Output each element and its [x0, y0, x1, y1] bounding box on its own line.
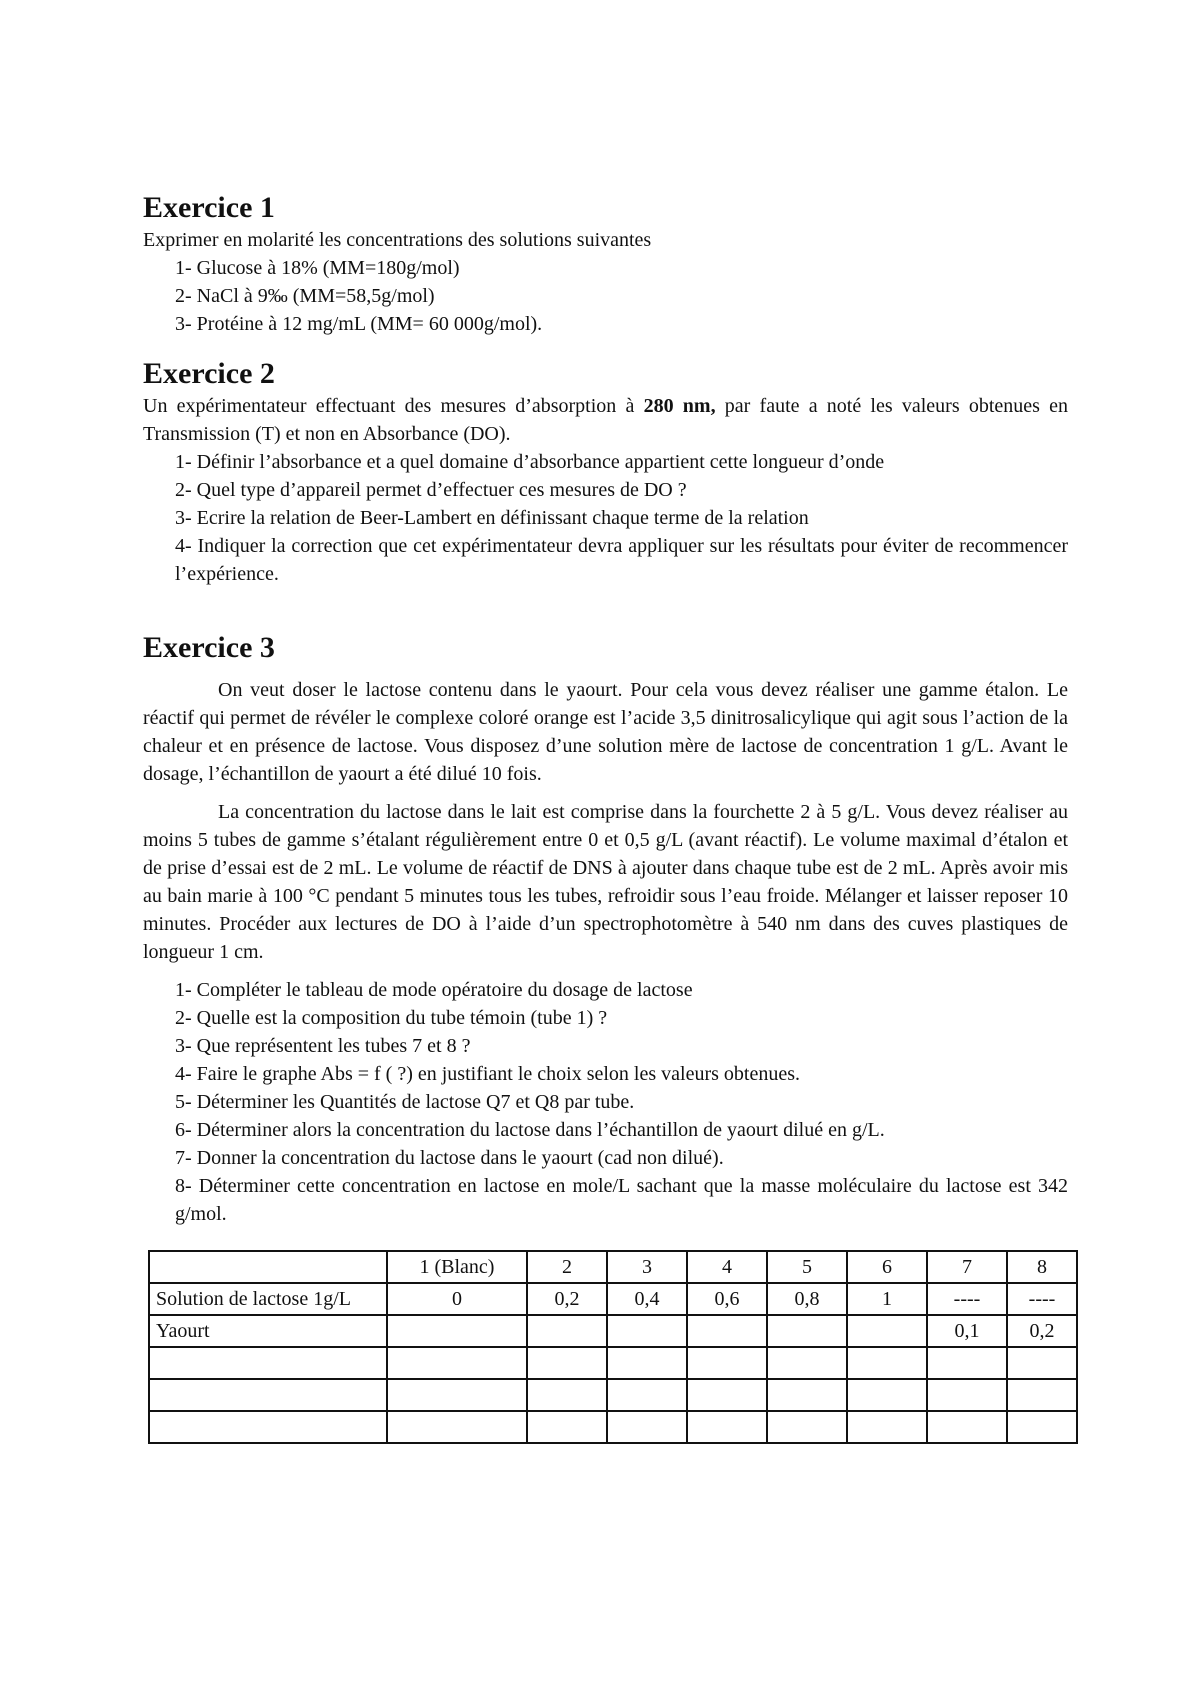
document-content — [143, 190, 1068, 1444]
exercise-2 — [143, 356, 1068, 588]
table-row-label — [149, 1411, 387, 1443]
exercise-3-title: Exercice 3 — [143, 631, 275, 664]
table-cell: 0,1 — [927, 1315, 1007, 1347]
table-header-cell: 4 — [687, 1251, 767, 1283]
table-cell — [1007, 1347, 1077, 1379]
table-cell: 1 — [847, 1283, 927, 1315]
exercise-1-item: 1- Glucose à 18% (MM=180g/mol) — [175, 257, 460, 279]
table-cell: 0,2 — [1007, 1315, 1077, 1347]
table-cell — [927, 1347, 1007, 1379]
table-header-cell: 6 — [847, 1251, 927, 1283]
table-cell — [527, 1411, 607, 1443]
exercise-1 — [143, 190, 1068, 338]
exercise-3-item: 2- Quelle est la composition du tube témoin (tube 1) ? — [175, 1007, 608, 1029]
table-cell — [767, 1379, 847, 1411]
table-cell: ---- — [927, 1283, 1007, 1315]
table-cell — [767, 1411, 847, 1443]
table-row-label — [149, 1347, 387, 1379]
exercise-1-title: Exercice 1 — [143, 191, 275, 224]
table-cell — [847, 1315, 927, 1347]
table-row — [149, 1347, 1077, 1379]
table-row — [149, 1411, 1077, 1443]
exercise-2-item: 1- Définir l’absorbance et a quel domaine d’absorbance appartient cette longueur d’onde — [175, 451, 885, 473]
exercise-3-item: 6- Déterminer alors la concentration du lactose dans l’échantillon de yaourt dilué en g/L. — [175, 1119, 885, 1141]
table-cell — [527, 1315, 607, 1347]
operating-mode-table — [148, 1250, 1078, 1444]
table-cell — [607, 1347, 687, 1379]
table-cell — [687, 1411, 767, 1443]
table-header-cell — [149, 1251, 387, 1283]
exercise-2-intro — [143, 392, 1068, 448]
table-cell — [847, 1379, 927, 1411]
table-row-label: Yaourt — [149, 1315, 387, 1347]
table-cell — [767, 1315, 847, 1347]
table-cell — [527, 1347, 607, 1379]
table-cell — [687, 1347, 767, 1379]
table-cell — [527, 1379, 607, 1411]
table-header-cell: 1 (Blanc) — [387, 1251, 527, 1283]
table-row-label: Solution de lactose 1g/L — [149, 1283, 387, 1315]
table-cell — [927, 1379, 1007, 1411]
table-cell — [767, 1347, 847, 1379]
table-cell — [387, 1379, 527, 1411]
exercise-1-item: 2- NaCl à 9‰ (MM=58,5g/mol) — [175, 285, 435, 307]
table-header-cell: 7 — [927, 1251, 1007, 1283]
table-cell: 0,6 — [687, 1283, 767, 1315]
exercise-2-wavelength: 280 nm, — [643, 395, 716, 417]
table-row — [149, 1379, 1077, 1411]
exercise-3-item: 4- Faire le graphe Abs = f ( ?) en justifiant le choix selon les valeurs obtenues. — [175, 1063, 800, 1085]
table-header-cell: 2 — [527, 1251, 607, 1283]
table-cell — [387, 1315, 527, 1347]
exercise-3-item: 1- Compléter le tableau de mode opératoire du dosage de lactose — [175, 979, 693, 1001]
table-header-row — [149, 1251, 1077, 1283]
table-cell — [607, 1379, 687, 1411]
table-cell — [1007, 1411, 1077, 1443]
table-cell — [387, 1411, 527, 1443]
table-cell — [687, 1315, 767, 1347]
exercise-2-intro-part-a: Un expérimentateur effectuant des mesures d’absorption à — [143, 395, 644, 417]
table-cell: 0,2 — [527, 1283, 607, 1315]
table-cell — [607, 1315, 687, 1347]
table-cell — [847, 1347, 927, 1379]
exercise-3 — [143, 630, 1068, 1228]
table-cell: 0,4 — [607, 1283, 687, 1315]
table-row-label — [149, 1379, 387, 1411]
table-row — [149, 1283, 1077, 1315]
exercise-1-intro: Exprimer en molarité les concentrations des solutions suivantes — [143, 229, 652, 251]
table-cell — [687, 1379, 767, 1411]
table-cell — [607, 1411, 687, 1443]
exercise-3-item: 5- Déterminer les Quantités de lactose Q7 et Q8 par tube. — [175, 1091, 635, 1113]
exercise-3-item: 7- Donner la concentration du lactose dans le yaourt (cad non dilué). — [175, 1147, 724, 1169]
table-header-cell: 5 — [767, 1251, 847, 1283]
table-cell — [1007, 1379, 1077, 1411]
exercise-3-paragraph-1: On veut doser le lactose contenu dans le yaourt. Pour cela vous devez réaliser une gamme étalon. Le réactif qui permet de révéler le complexe coloré orange est l’acide 3,5 dinitrosalicylique qui agit sous l’action de la chaleur et en présence de lactose. Vous disposez d’une solution mère de lactose de concentration 1 g/L. Avant le dosage, l’échantillon de yaourt a été dilué 10 fois. — [143, 679, 1068, 785]
exercise-3-paragraph-2: La concentration du lactose dans le lait est comprise dans la fourchette 2 à 5 g/L. Vous devez réaliser au moins 5 tubes de gamme s’étalant régulièrement entre 0 et 0,5 g/L (avant réactif). Le volume maximal d’étalon et de prise d’essai est de 2 mL. Le volume de réactif de DNS à ajouter dans chaque tube est de 2 mL. Après avoir mis au bain marie à 100 °C pendant 5 minutes tous les tubes, refroidir sous l’eau froide. Mélanger et laisser reposer 10 minutes. Procéder aux lectures de DO à l’aide d’un spectrophotomètre à 540 nm dans des cuves plastiques de longueur 1 cm. — [143, 801, 1068, 963]
exercise-2-title: Exercice 2 — [143, 357, 275, 390]
table-cell — [847, 1411, 927, 1443]
table-cell: ---- — [1007, 1283, 1077, 1315]
table-cell: 0,8 — [767, 1283, 847, 1315]
exercise-2-item: 2- Quel type d’appareil permet d’effectuer ces mesures de DO ? — [175, 479, 687, 501]
table-row — [149, 1315, 1077, 1347]
table-header-cell: 3 — [607, 1251, 687, 1283]
table-header-cell: 8 — [1007, 1251, 1077, 1283]
exercise-3-item: 3- Que représentent les tubes 7 et 8 ? — [175, 1035, 471, 1057]
exercise-1-item: 3- Protéine à 12 mg/mL (MM= 60 000g/mol). — [175, 313, 543, 335]
exercise-3-item: 8- Déterminer cette concentration en lactose en mole/L sachant que la masse moléculaire du lactose est 342 g/mol. — [175, 1175, 1068, 1225]
table-cell — [387, 1347, 527, 1379]
exercise-2-item: 3- Ecrire la relation de Beer-Lambert en définissant chaque terme de la relation — [175, 507, 809, 529]
table-cell — [927, 1411, 1007, 1443]
exercise-2-item: 4- Indiquer la correction que cet expérimentateur devra appliquer sur les résultats pour éviter de recommencer l’expérience. — [175, 535, 1068, 585]
exercise-2-intro-part-b: par faute a noté les valeurs obtenues en Transmission (T) et non en Absorbance (DO). — [143, 395, 1068, 445]
table-cell: 0 — [387, 1283, 527, 1315]
